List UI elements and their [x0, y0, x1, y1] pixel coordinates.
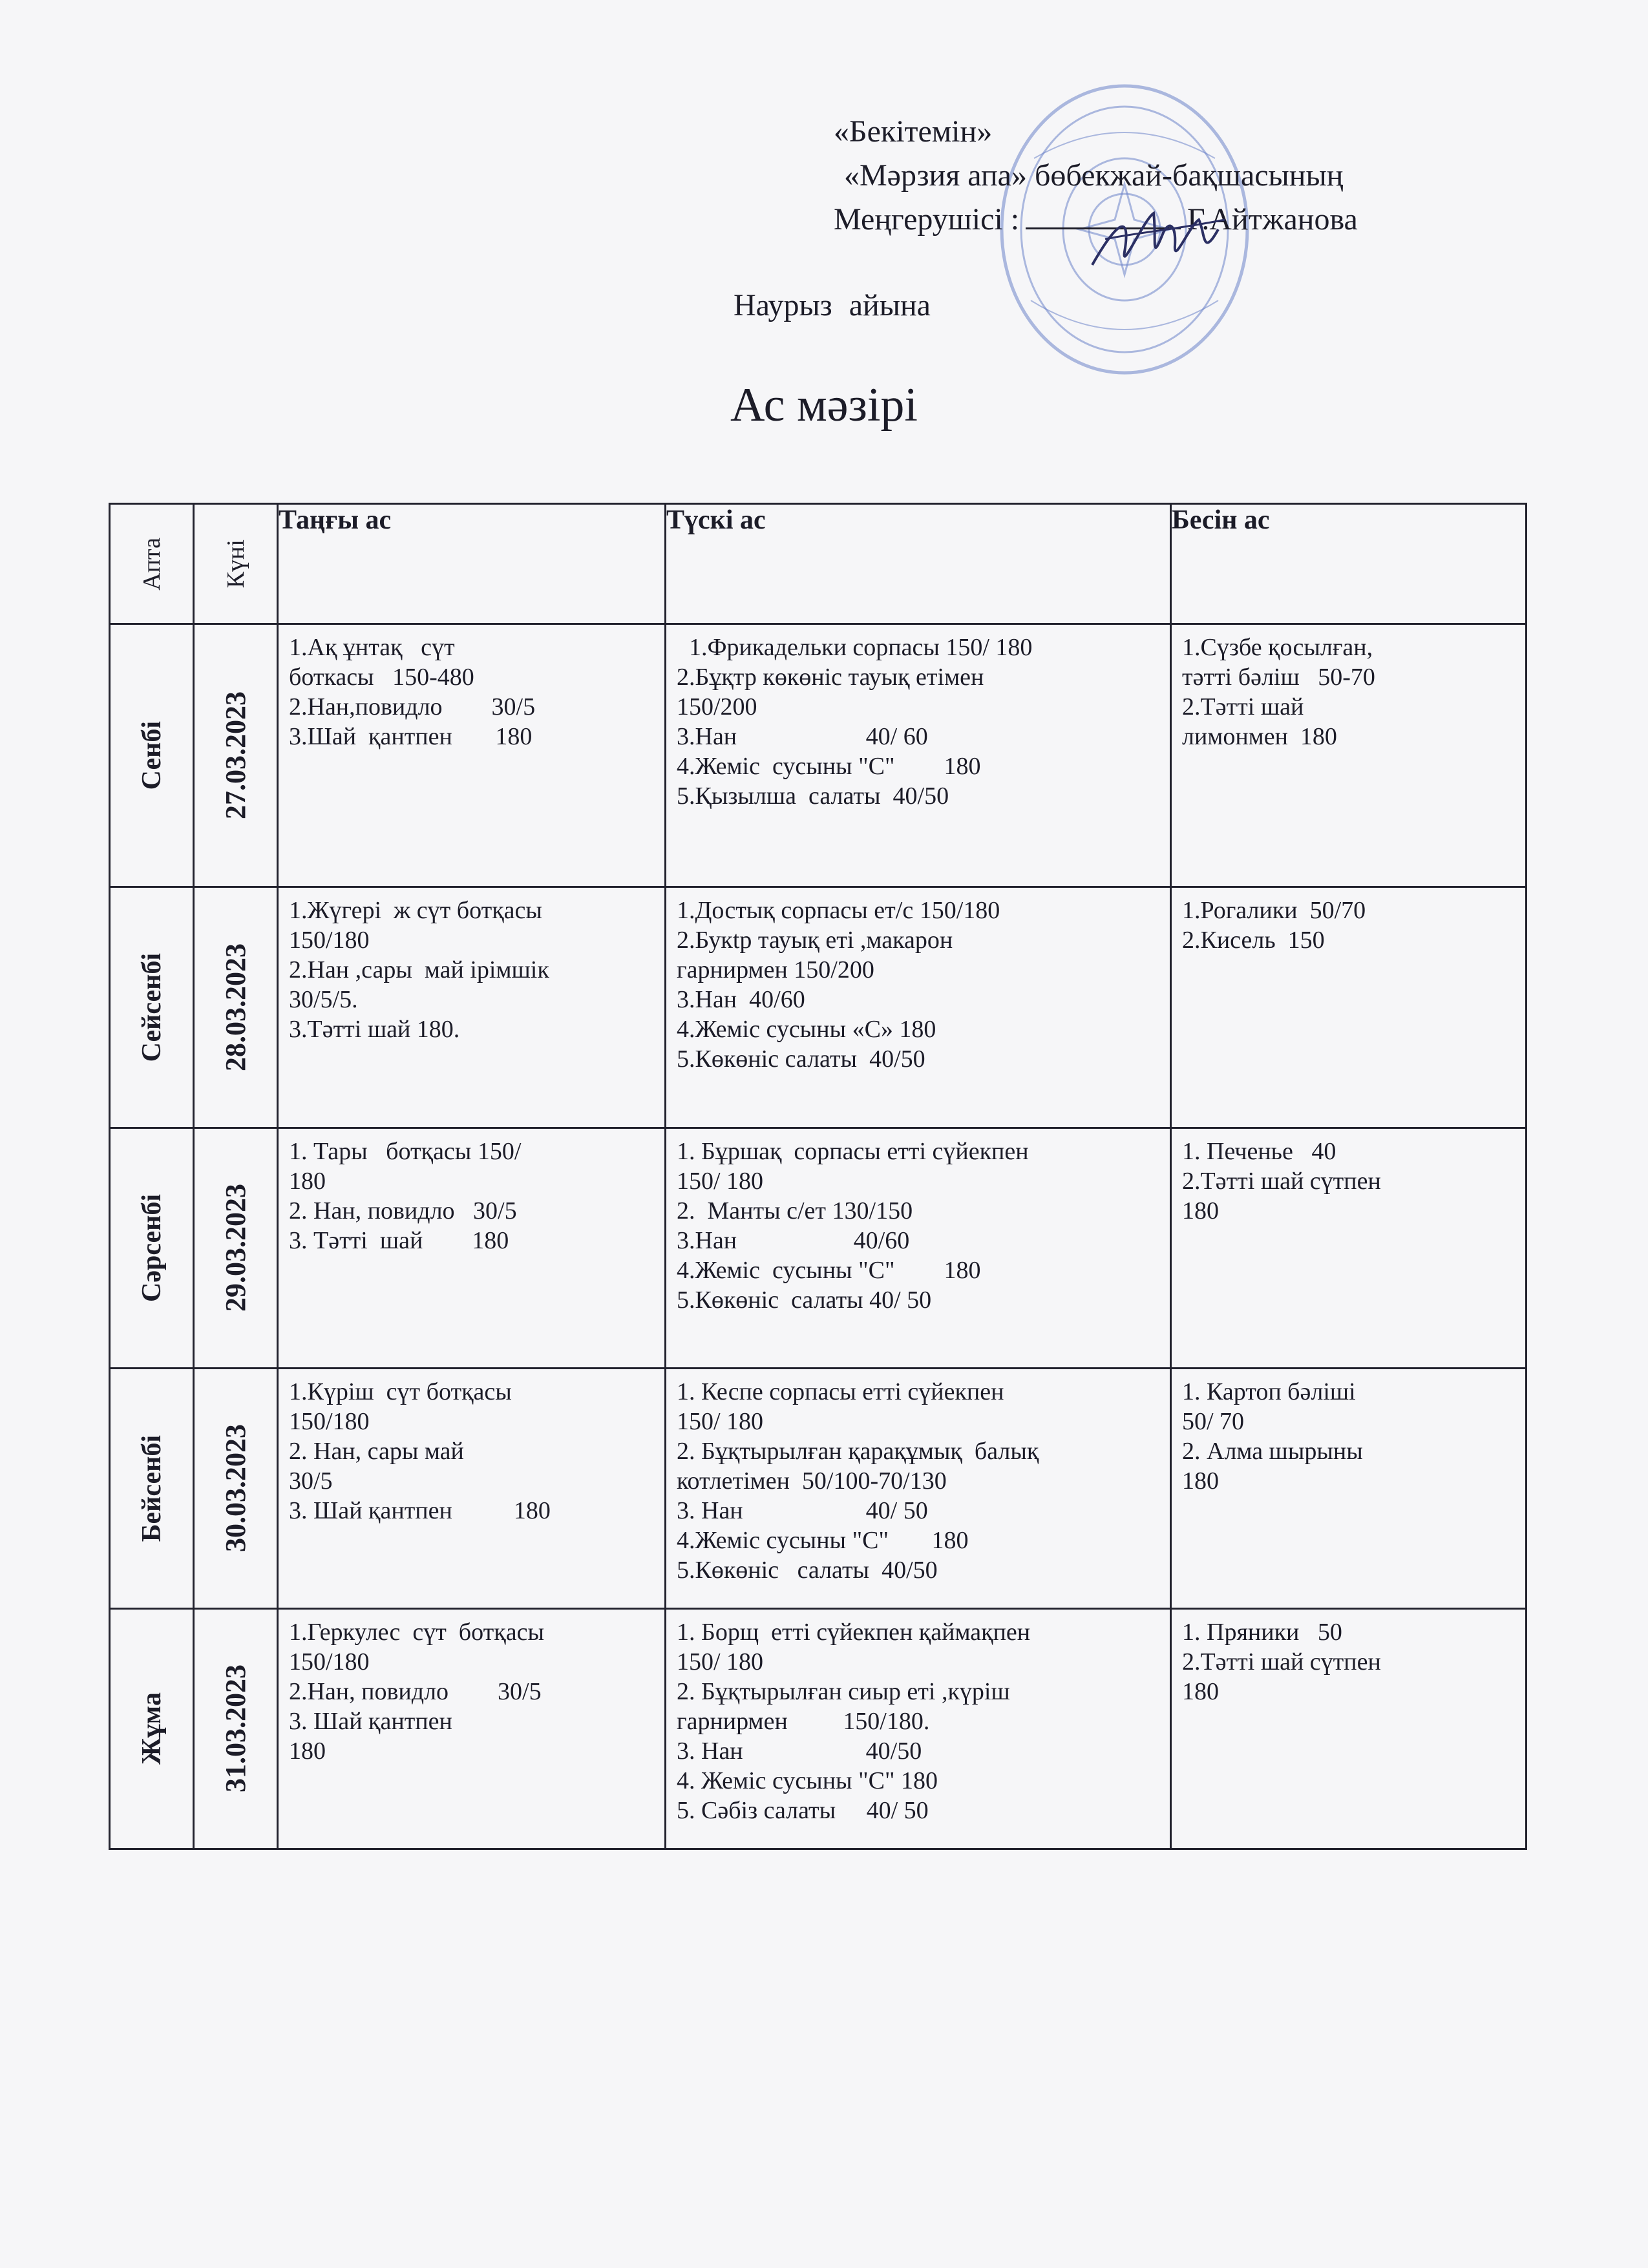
weekday-label: Жұма	[136, 1692, 167, 1765]
lunch-item: 4.Жеміс сусыны "С" 180	[677, 753, 981, 781]
lunch-item: 5.Көкөніс салаты 40/50	[677, 1556, 938, 1584]
breakfast-item: 2. Нан, повидло 30/5	[289, 1197, 517, 1224]
breakfast-item: 30/5	[289, 1467, 333, 1495]
breakfast-cell	[278, 1368, 666, 1608]
breakfast-item: 180	[289, 1167, 326, 1195]
snack-item: 1. Пряники 50	[1182, 1618, 1342, 1646]
lunch-item: 1. Борщ етті сүйекпен қаймақпен	[677, 1618, 1031, 1646]
weekday-cell	[110, 624, 194, 887]
lunch-cell	[666, 1608, 1171, 1849]
breakfast-item: 3.Тәтті шай 180.	[289, 1016, 460, 1044]
lunch-item: гарнирмен 150/180.	[677, 1707, 930, 1735]
lunch-item: 5.Көкөніс салаты 40/50	[677, 1045, 925, 1073]
lunch-item: 150/ 180	[677, 1407, 764, 1435]
snack-item: 2.Кисель 150	[1182, 927, 1325, 954]
snack-item: 1. Печенье 40	[1182, 1137, 1336, 1165]
snack-item: 180	[1182, 1677, 1219, 1705]
table-header-row	[110, 504, 1527, 624]
position-label: Меңгерушісі :	[834, 202, 1020, 236]
head-name: Г.Айтжанова	[1187, 202, 1358, 236]
breakfast-item: 2.Нан,повидло 30/5	[289, 693, 536, 721]
date-cell	[194, 887, 278, 1128]
lunch-cell	[666, 1368, 1171, 1608]
date-cell	[194, 1128, 278, 1368]
snack-cell	[1171, 1608, 1527, 1849]
lunch-item: 2. Бұқтырылған сиыр еті ,күріш	[677, 1677, 1010, 1705]
lunch-item: 2. Бұқтырылған қарақұмық балық	[677, 1437, 1039, 1465]
weekday-label: Сенбі	[136, 721, 167, 790]
breakfast-item: 1.Жүгері ж сүт ботқасы	[289, 897, 542, 925]
lunch-item: 4.Жеміс сусыны «С» 180	[677, 1016, 936, 1044]
snack-item: 180	[1182, 1197, 1219, 1224]
lunch-item: 4. Жеміс сусыны "С" 180	[677, 1767, 938, 1794]
approval-title: «Бекітемін»	[834, 114, 993, 149]
breakfast-cell	[278, 887, 666, 1128]
lunch-item: 1. Кеспе сорпасы етті сүйекпен	[677, 1378, 1004, 1405]
breakfast-item: 1.Күріш сүт ботқасы	[289, 1378, 512, 1405]
menu-table	[109, 503, 1527, 1850]
breakfast-item: 30/5/5.	[289, 986, 358, 1014]
lunch-item: 1. Бұршақ сорпасы етті сүйекпен	[677, 1137, 1029, 1165]
breakfast-item: 1.Ақ ұнтақ сүт	[289, 634, 455, 662]
weekday-label: Бейсенбі	[136, 1434, 167, 1542]
weekday-label: Сейсенбі	[136, 952, 167, 1062]
lunch-item: 3.Нан 40/60	[677, 1226, 910, 1254]
date-label: 28.03.2023	[220, 943, 251, 1071]
breakfast-item: 3. Шай қантпен	[289, 1707, 452, 1735]
weekday-cell	[110, 1368, 194, 1608]
breakfast-item: 2.Нан ,сары май ірімшік	[289, 956, 549, 984]
breakfast-item: 3. Шай қантпен 180	[289, 1496, 551, 1524]
breakfast-item: 1.Геркулес сүт ботқасы	[289, 1618, 544, 1646]
header-breakfast: Таңғы ас	[278, 504, 666, 624]
snack-item: 1. Картоп бәліші	[1182, 1378, 1356, 1405]
date-label: 31.03.2023	[220, 1664, 251, 1793]
breakfast-item: 150/180	[289, 1648, 370, 1675]
lunch-item: котлетімен 50/100-70/130	[677, 1467, 947, 1495]
date-label: 29.03.2023	[220, 1184, 251, 1312]
breakfast-item: 2. Нан, сары май	[289, 1437, 464, 1465]
snack-item: 2.Тәтті шай сүтпен	[1182, 1648, 1381, 1675]
breakfast-item: 180	[289, 1737, 326, 1765]
weekday-cell	[110, 1128, 194, 1368]
breakfast-item: 150/180	[289, 927, 370, 954]
snack-cell	[1171, 1128, 1527, 1368]
weekday-cell	[110, 887, 194, 1128]
snack-item: тәтті бәліш 50-70	[1182, 664, 1375, 691]
header-date: Күні	[194, 504, 278, 624]
breakfast-item: 3. Тәтті шай 180	[289, 1226, 509, 1254]
lunch-item: 150/200	[677, 693, 757, 721]
lunch-cell	[666, 1128, 1171, 1368]
lunch-cell	[666, 887, 1171, 1128]
kindergarten-name: «Мәрзия апа» бөбекжай-бақшасының	[844, 158, 1344, 193]
page-title: Ас мәзірі	[730, 379, 918, 432]
lunch-item: 2.Букtр тауық еті ,макарон	[677, 927, 953, 954]
lunch-item: 3. Нан 40/ 50	[677, 1496, 928, 1524]
table-row	[110, 1608, 1527, 1849]
signature-icon	[1079, 194, 1234, 284]
header-week: Апта	[110, 504, 194, 624]
lunch-item: гарнирмен 150/200	[677, 956, 874, 984]
table-row	[110, 1368, 1527, 1608]
lunch-cell	[666, 624, 1171, 887]
weekday-label: Сәрсенбі	[136, 1193, 167, 1302]
month-label: Наурыз айына	[734, 288, 931, 322]
snack-item: 2. Алма шырыны	[1182, 1437, 1363, 1465]
lunch-item: 4.Жеміс сусыны "С" 180	[677, 1526, 969, 1554]
lunch-item: 3. Нан 40/50	[677, 1737, 922, 1765]
snack-item: 2.Тәтті шай сүтпен	[1182, 1167, 1381, 1195]
lunch-item: 150/ 180	[677, 1648, 764, 1675]
snack-item: 1.Рогалики 50/70	[1182, 897, 1366, 925]
table-row	[110, 1128, 1527, 1368]
snack-cell	[1171, 887, 1527, 1128]
breakfast-item: 150/180	[289, 1407, 370, 1435]
lunch-item: 5.Көкөніс салаты 40/ 50	[677, 1286, 932, 1314]
snack-item: 1.Сүзбе қосылған,	[1182, 634, 1373, 662]
lunch-item: 1.Достық сорпасы ет/с 150/180	[677, 897, 1000, 925]
breakfast-item: боткасы 150-480	[289, 664, 474, 691]
snack-item: 2.Тәтті шай	[1182, 693, 1304, 721]
lunch-item: 4.Жеміс сусыны "С" 180	[677, 1256, 981, 1284]
header-lunch: Түскі ас	[666, 504, 1171, 624]
date-cell	[194, 1368, 278, 1608]
breakfast-item: 3.Шай қантпен 180	[289, 723, 533, 751]
snack-item: лимонмен 180	[1182, 723, 1337, 751]
breakfast-item: 2.Нан, повидло 30/5	[289, 1677, 542, 1705]
lunch-item: 3.Нан 40/ 60	[677, 723, 928, 751]
lunch-item: 5.Қызылша салаты 40/50	[677, 782, 949, 810]
lunch-item: 2.Бұқтр көкөніс тауық етімен	[677, 664, 984, 691]
lunch-item: 3.Нан 40/60	[677, 986, 805, 1014]
date-label: 27.03.2023	[220, 691, 251, 820]
breakfast-cell	[278, 624, 666, 887]
snack-item: 180	[1182, 1467, 1219, 1495]
snack-item: 50/ 70	[1182, 1407, 1245, 1435]
table-row	[110, 624, 1527, 887]
lunch-item: 1.Фрикадельки сорпасы 150/ 180	[677, 634, 1033, 662]
breakfast-cell	[278, 1608, 666, 1849]
lunch-item: 5. Сәбіз салаты 40/ 50	[677, 1796, 929, 1824]
lunch-item: 2. Манты с/ет 130/150	[677, 1197, 913, 1224]
table-row	[110, 887, 1527, 1128]
breakfast-item: 1. Тары ботқасы 150/	[289, 1137, 522, 1165]
date-cell	[194, 1608, 278, 1849]
breakfast-cell	[278, 1128, 666, 1368]
weekday-cell	[110, 1608, 194, 1849]
date-cell	[194, 624, 278, 887]
snack-cell	[1171, 1368, 1527, 1608]
header-snack: Бесін ас	[1171, 504, 1527, 624]
date-label: 30.03.2023	[220, 1424, 251, 1553]
snack-cell	[1171, 624, 1527, 887]
lunch-item: 150/ 180	[677, 1167, 764, 1195]
